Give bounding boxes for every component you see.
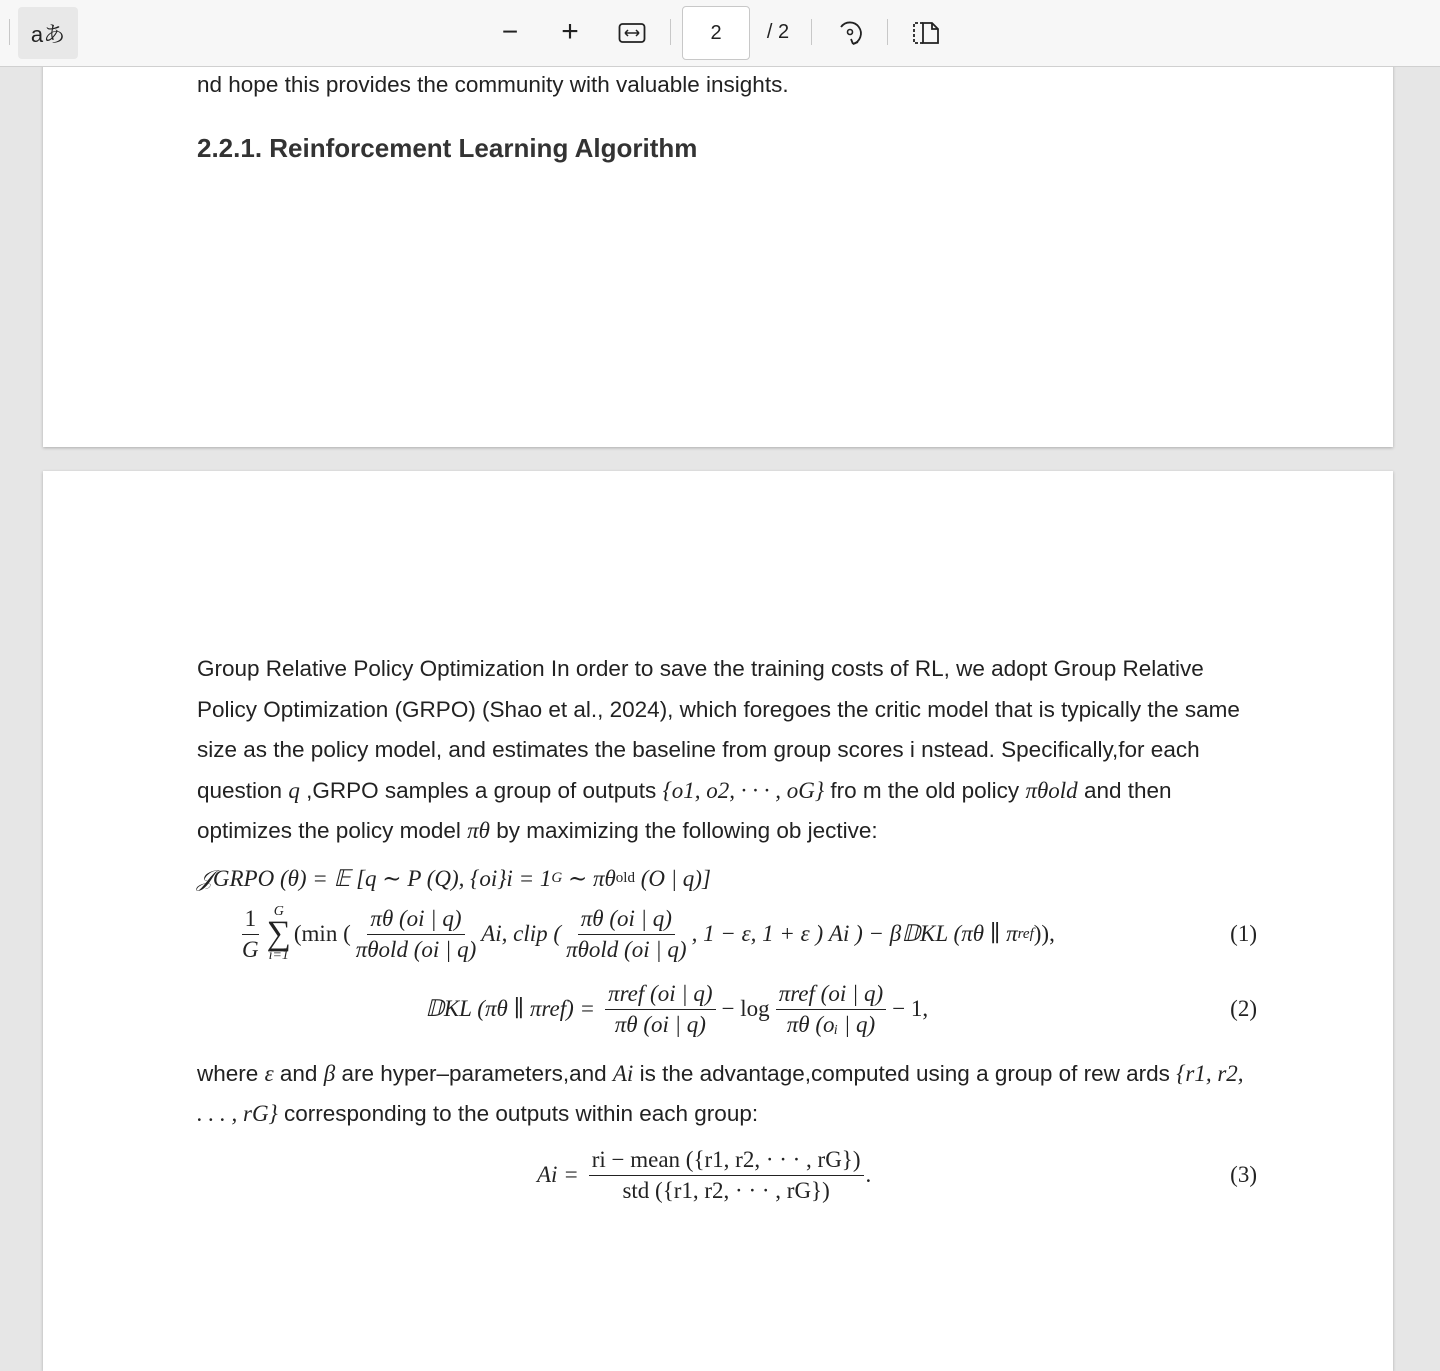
divider <box>887 19 888 45</box>
two-page-icon <box>911 21 941 45</box>
divider <box>9 19 10 45</box>
equation-3: Ai = $\frac{\text{ri − mean (\{r1, r2, · · · , rG\})}}{\text{std (\{r1, r2, · · · , rG\})}}$ . (3) <box>537 1146 1257 1203</box>
divider <box>670 19 671 45</box>
page-2-content <box>197 649 1257 1206</box>
equation-2: 𝔻KL (πθ ∥ πref) = $\frac{\text{πref (oi | q)}}{\pi\theta (oi | q)}$ − log $\frac{\text{πref (oi | q)}}{\text{πθ (oᵢ | q)}}$ − 1, (2) <box>425 980 1257 1037</box>
paragraph-advantage: where ε and β are hyper–parameters,and Ai is the advantage,computed using a group of rew ards {r1, r2, . . . , rG} corresponding to the outputs within each group: <box>197 1060 1244 1126</box>
zoom-in-button[interactable]: + <box>561 15 579 48</box>
page-view-button[interactable] <box>908 18 944 48</box>
section-heading: 2.2.1. Reinforcement Learning Algorithm <box>197 133 698 163</box>
rotate-icon <box>835 17 865 49</box>
zoom-out-button[interactable]: − <box>501 16 519 47</box>
pdf-toolbar <box>0 0 1440 67</box>
page-total: / 2 <box>766 20 790 43</box>
fit-width-icon <box>618 22 646 44</box>
equation-number-1: (1) <box>1230 921 1257 946</box>
sum-symbol: G ∑ i=1 <box>266 904 291 963</box>
equation-number-3: (3) <box>1230 1162 1257 1187</box>
pdf-page-1 <box>43 40 1393 447</box>
translate-button[interactable]: aあ <box>18 7 78 59</box>
divider <box>811 19 812 45</box>
paragraph-grpo: Group Relative Policy Optimization In order to save the training costs of RL, we adopt Group Relative Policy Optimization (GRPO) (Shao et al., 2024), which foregoes the critic model that is typically the same size as the policy model, and estimates the baseline from group scores i nstead. Specifically,for each question q ,GRPO samples a group of outputs {o1, o2, · · · , oG} fro m the old policy πθold and then optimizes the policy model πθ by maximizing the following ob jective: <box>197 656 1240 843</box>
fit-width-button[interactable] <box>616 18 648 48</box>
rotate-button[interactable] <box>832 16 868 50</box>
page-text-cut-line: nd hope this provides the community with valuable insights. <box>197 72 789 97</box>
equation-1: $\frac{1}{G}$ G ∑ i=1 (min ( $\frac{\pi\theta (oi | q)}{\text{πθold (oi | q)}}$ Ai, clip ( $\frac{\pi\theta (oi | q)}{\text{πθold (oi | q)}}$ , 1 − ε, 1 + ε ) Ai ) − β𝔻KL (πθ ∥ π ref )), (1) <box>242 904 1257 963</box>
page-number-input[interactable]: 2 <box>682 6 750 60</box>
equation-number-2: (2) <box>1230 996 1257 1021</box>
equation-objective: 𝒥GRPO (θ) = 𝔼 [q ∼ P (Q), {oi}i = 1 G ∼ πθ old (O | q)] <box>197 865 711 891</box>
